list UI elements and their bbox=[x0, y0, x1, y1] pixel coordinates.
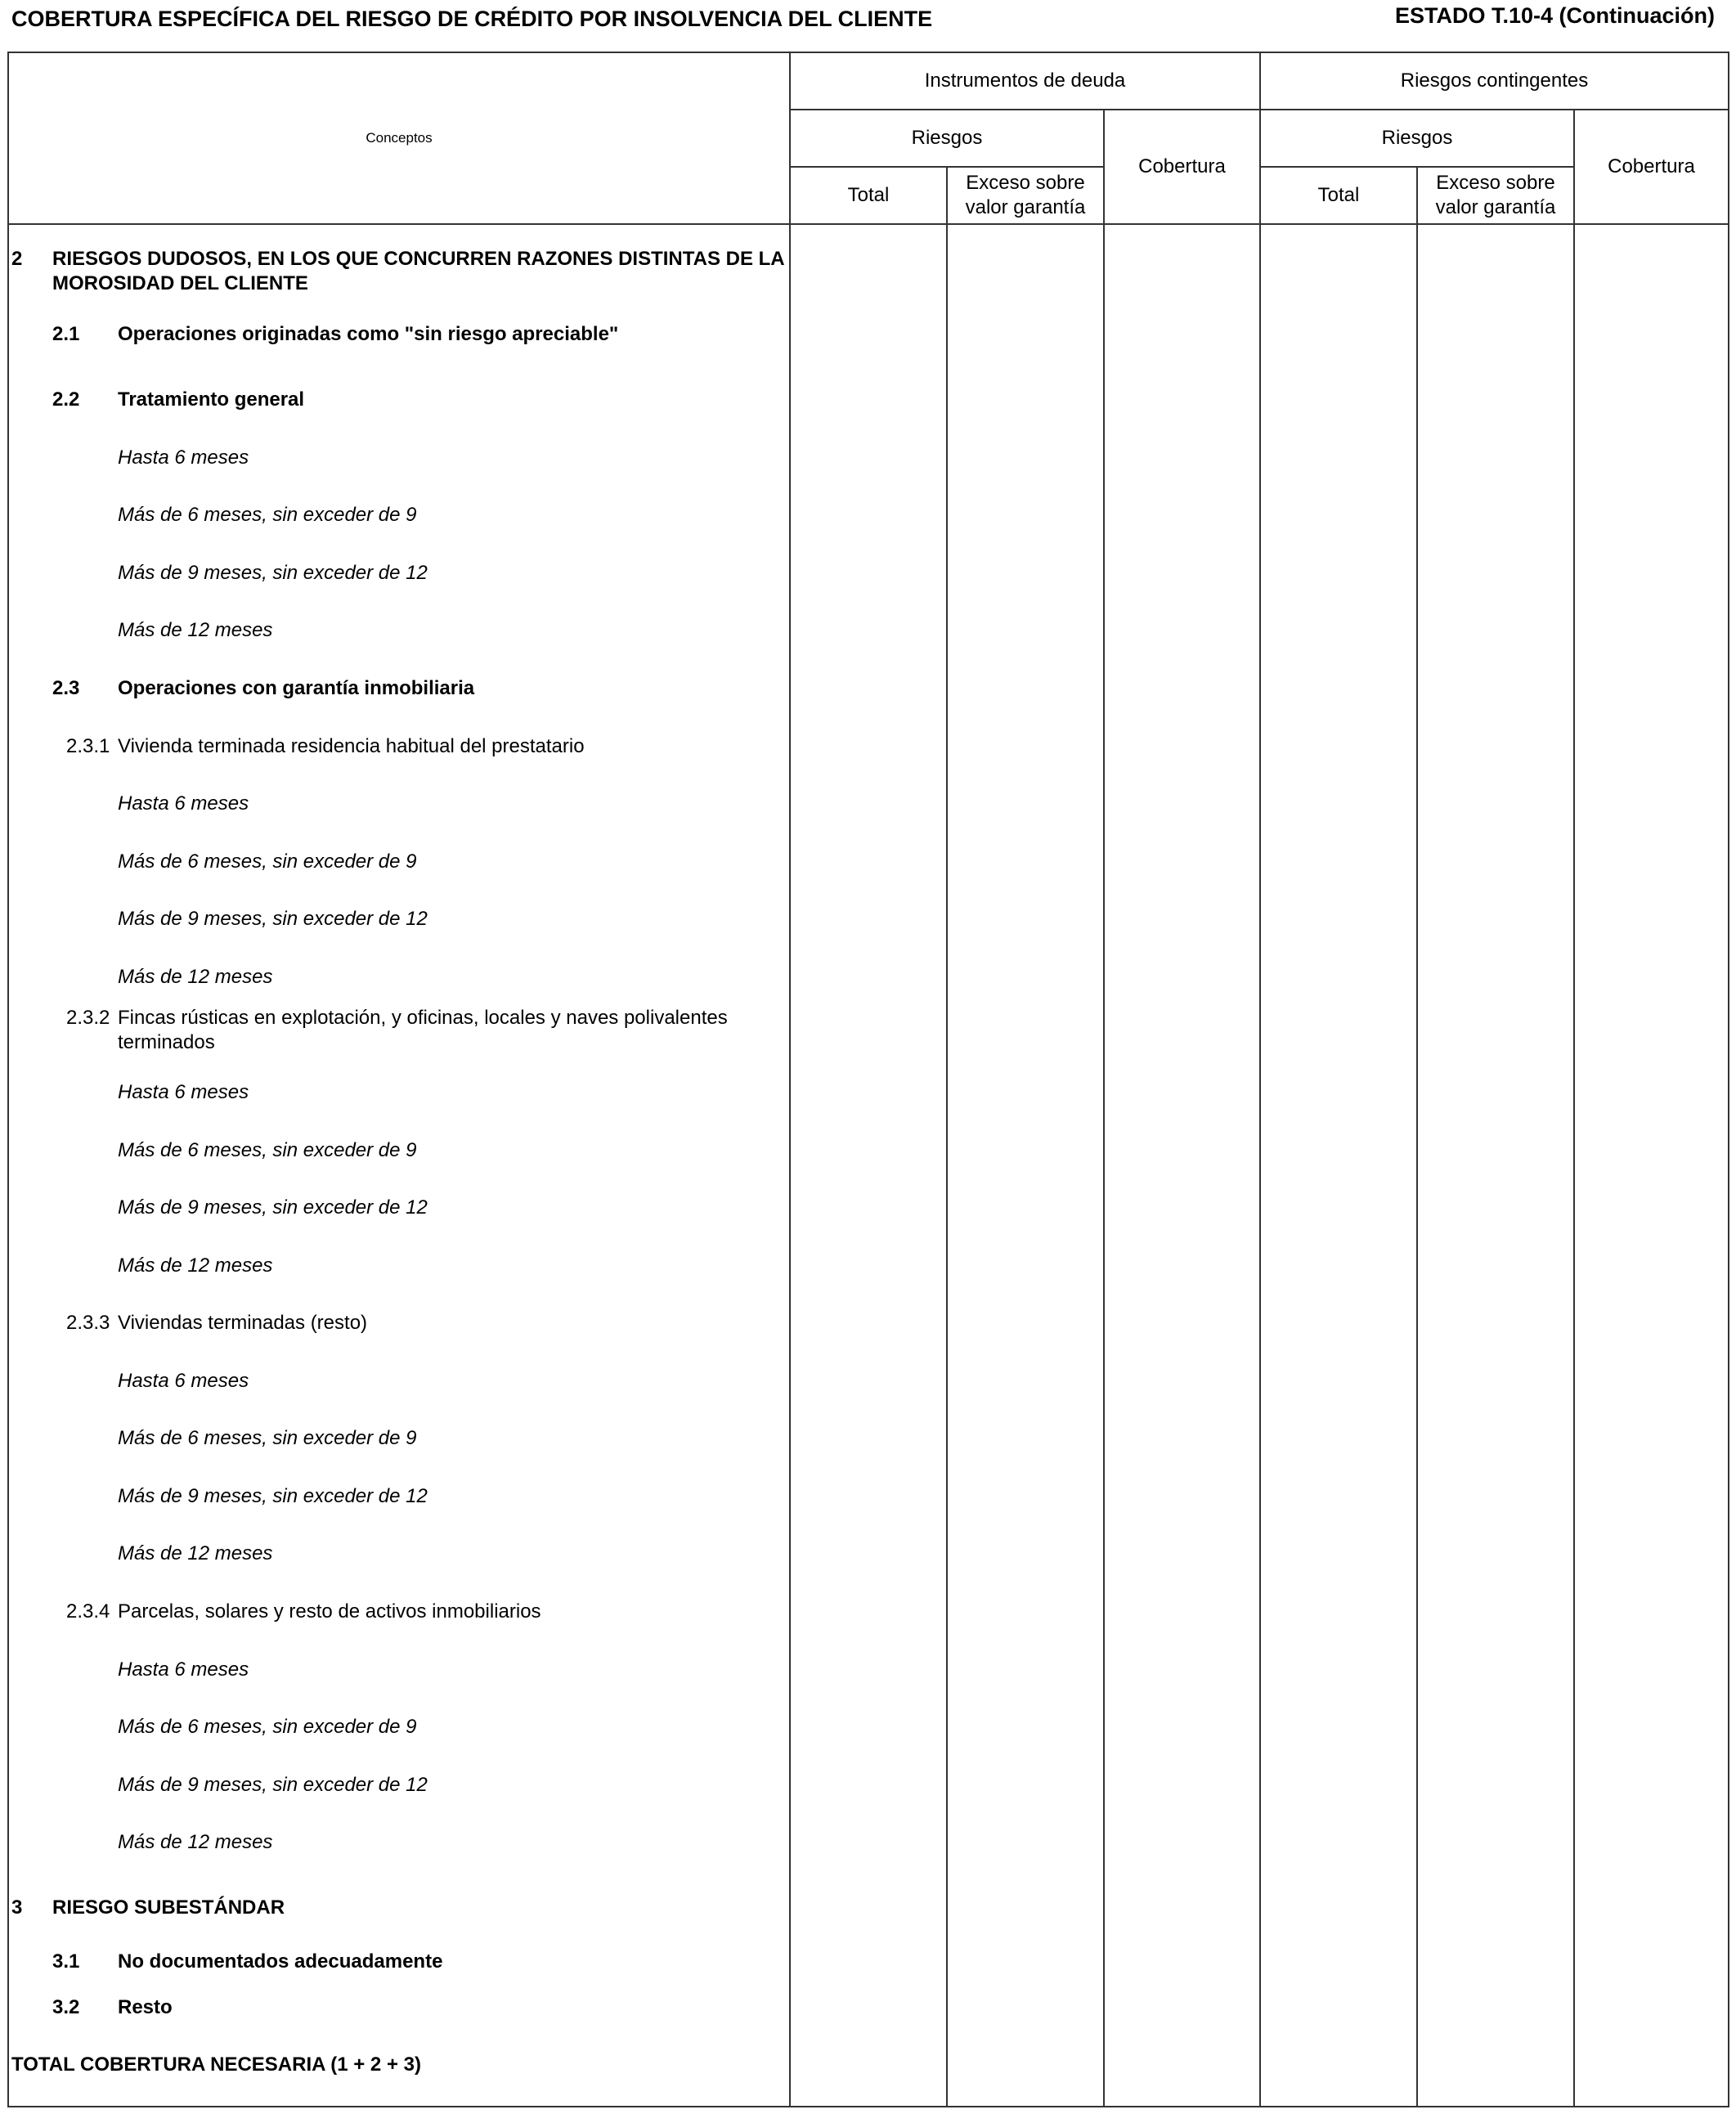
header-conceptos: Conceptos bbox=[366, 130, 433, 146]
concept-row bbox=[11, 561, 788, 586]
header-riesgos: Riesgos bbox=[911, 127, 983, 149]
concept-row bbox=[11, 907, 788, 931]
row-label: Más de 6 meses, sin exceder de 9 bbox=[118, 504, 417, 526]
concept-row bbox=[11, 1542, 788, 1566]
concept-row bbox=[11, 1715, 788, 1739]
row-number: 2.3.2 bbox=[66, 1007, 110, 1029]
concept-row bbox=[11, 1773, 788, 1798]
concept-row bbox=[11, 388, 788, 412]
concept-row bbox=[11, 734, 788, 759]
col-divider bbox=[1416, 166, 1418, 2107]
concept-row bbox=[11, 247, 788, 298]
concept-row bbox=[11, 1426, 788, 1451]
row-label: Más de 6 meses, sin exceder de 9 bbox=[118, 1427, 417, 1449]
row-label: Viviendas terminadas (resto) bbox=[118, 1312, 368, 1334]
row-number: 3.2 bbox=[52, 1996, 80, 2018]
row-label: Hasta 6 meses bbox=[118, 1081, 249, 1103]
row-label: No documentados adecuadamente bbox=[118, 1950, 443, 1973]
estado-label: ESTADO T.10-4 (Continuación) bbox=[1394, 3, 1715, 28]
concept-row bbox=[11, 618, 788, 643]
concept-row bbox=[11, 1006, 788, 1057]
row-label: Fincas rústicas en explotación, y oficinas, locales y naves polivalentes terminados bbox=[118, 1007, 728, 1053]
page-title: COBERTURA ESPECÍFICA DEL RIESGO DE CRÉDITO POR INSOLVENCIA DEL CLIENTE bbox=[11, 7, 933, 31]
concept-row bbox=[11, 322, 788, 347]
header-total: Total bbox=[1317, 184, 1360, 206]
row-label: Hasta 6 meses bbox=[118, 1370, 249, 1392]
row-number: 2.3.4 bbox=[66, 1600, 110, 1623]
row-label: Más de 12 meses bbox=[118, 1254, 273, 1277]
row-label: Más de 12 meses bbox=[118, 1831, 273, 1853]
row-label: Más de 9 meses, sin exceder de 12 bbox=[118, 562, 428, 584]
concept-row bbox=[11, 792, 788, 816]
concept-row bbox=[11, 1138, 788, 1163]
row-label: Más de 9 meses, sin exceder de 12 bbox=[118, 1196, 428, 1219]
row-label: Más de 12 meses bbox=[118, 1542, 273, 1564]
row-label: Operaciones con garantía inmobiliaria bbox=[118, 677, 475, 699]
row-label: Vivienda terminada residencia habitual del prestatario bbox=[118, 735, 585, 757]
header-cobertura: Cobertura bbox=[1608, 155, 1695, 177]
table-frame bbox=[7, 52, 1729, 2107]
col-divider bbox=[1573, 109, 1575, 2107]
concept-row bbox=[11, 503, 788, 527]
concept-row bbox=[11, 1080, 788, 1105]
concept-row bbox=[11, 1254, 788, 1278]
col-divider bbox=[1103, 109, 1105, 2107]
col-divider bbox=[1259, 52, 1261, 2107]
concept-row bbox=[11, 1369, 788, 1394]
row-label: Resto bbox=[118, 1996, 173, 2018]
row-number: 3 bbox=[11, 1896, 23, 1919]
row-label: Más de 9 meses, sin exceder de 12 bbox=[118, 1774, 428, 1796]
row-label: Hasta 6 meses bbox=[118, 792, 249, 815]
row-label: Más de 9 meses, sin exceder de 12 bbox=[118, 1485, 428, 1507]
row-label: Más de 6 meses, sin exceder de 9 bbox=[118, 851, 417, 873]
concept-row bbox=[11, 1600, 788, 1624]
col-divider bbox=[946, 166, 948, 2107]
header-exceso-garantia: Exceso sobre valor garantía bbox=[1435, 172, 1556, 218]
concept-row bbox=[11, 965, 788, 990]
total-row bbox=[11, 2053, 788, 2077]
concept-row bbox=[11, 1658, 788, 1682]
row-label: Más de 12 meses bbox=[118, 619, 273, 641]
row-label: Más de 12 meses bbox=[118, 966, 273, 988]
row-label: Operaciones originadas como "sin riesgo apreciable" bbox=[118, 323, 619, 345]
header-bottom-divider bbox=[7, 223, 1728, 225]
total-label: TOTAL COBERTURA NECESARIA (1 + 2 + 3) bbox=[11, 2053, 421, 2076]
row-number: 2.3 bbox=[52, 677, 80, 699]
concept-row bbox=[11, 676, 788, 701]
header-riesgos: Riesgos bbox=[1381, 127, 1453, 149]
concept-row bbox=[11, 1311, 788, 1335]
row-label: Hasta 6 meses bbox=[118, 1658, 249, 1681]
col-divider bbox=[789, 52, 791, 2107]
row-label: Más de 6 meses, sin exceder de 9 bbox=[118, 1139, 417, 1161]
row-label: Más de 9 meses, sin exceder de 12 bbox=[118, 908, 428, 930]
row-label: Parcelas, solares y resto de activos inmobiliarios bbox=[118, 1600, 541, 1623]
header-cobertura: Cobertura bbox=[1138, 155, 1226, 177]
concept-row bbox=[11, 446, 788, 470]
row-number: 3.1 bbox=[52, 1950, 80, 1973]
concept-row bbox=[11, 1950, 788, 1974]
concept-row bbox=[11, 850, 788, 874]
concept-row bbox=[11, 1196, 788, 1220]
row-label: Más de 6 meses, sin exceder de 9 bbox=[118, 1716, 417, 1738]
row-number: 2.2 bbox=[52, 388, 80, 411]
concept-row bbox=[11, 1995, 788, 2020]
header-total: Total bbox=[847, 184, 890, 206]
header-exceso-garantia: Exceso sobre valor garantía bbox=[965, 172, 1086, 218]
row-label: Hasta 6 meses bbox=[118, 447, 249, 469]
concept-row bbox=[11, 1896, 788, 1920]
concept-row bbox=[11, 1484, 788, 1509]
row-number: 2.1 bbox=[52, 323, 80, 345]
row-label: RIESGO SUBESTÁNDAR bbox=[52, 1896, 285, 1919]
concept-row bbox=[11, 1830, 788, 1855]
row-label: RIESGOS DUDOSOS, EN LOS QUE CONCURREN RAZONES DISTINTAS DE LA MOROSIDAD DEL CLIENTE bbox=[52, 248, 784, 294]
header-riesgos-contingentes: Riesgos contingentes bbox=[1400, 70, 1589, 92]
row-label: Tratamiento general bbox=[118, 388, 305, 411]
header-instrumentos-deuda: Instrumentos de deuda bbox=[924, 70, 1126, 92]
row-number: 2.3.1 bbox=[66, 735, 110, 757]
row-number: 2 bbox=[11, 248, 23, 270]
row-number: 2.3.3 bbox=[66, 1312, 110, 1334]
